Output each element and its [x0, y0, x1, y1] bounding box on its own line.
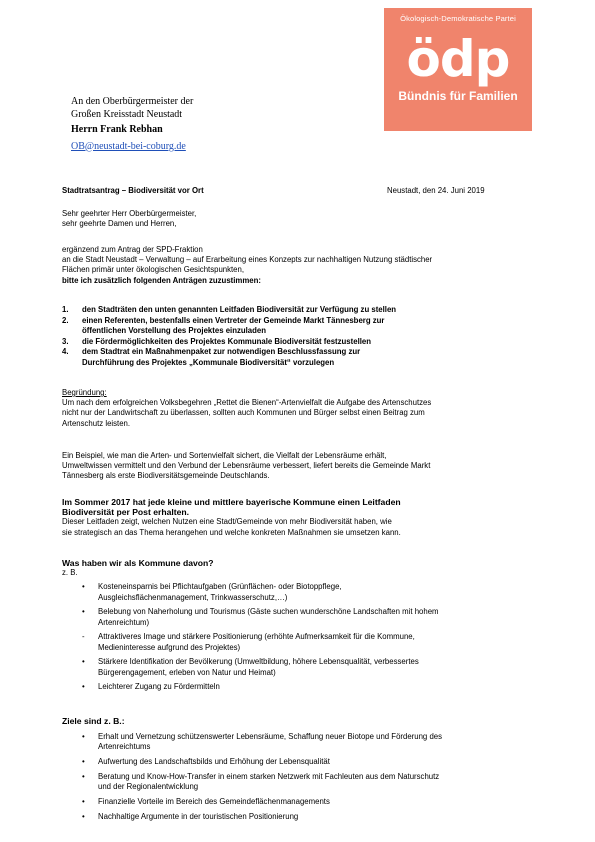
intro-line-4: bitte ich zusätzlich folgenden Anträgen zuzustimmen: — [62, 275, 261, 285]
benefit-item — [62, 632, 542, 652]
bullet: • — [82, 607, 85, 617]
place-date: Neustadt, den 24. Juni 2019 — [387, 186, 485, 195]
request-item — [62, 337, 532, 347]
benefit-text: Kosteneinsparnis bei Pflichtaufgaben (Grünflächen- oder Biotoppflege, — [98, 582, 342, 592]
subject-row — [62, 186, 532, 195]
benefit-text-continued: Medieninteresse aufgrund des Projektes) — [98, 642, 241, 652]
bullet: - — [82, 632, 85, 642]
benefits-zb: z. B. — [62, 568, 78, 578]
salutation-line-2: sehr geehrte Damen und Herren, — [62, 219, 177, 229]
bullet: • — [82, 657, 85, 667]
intro-line-2: an die Stadt Neustadt – Verwaltung – auf Erarbeitung eines Konzepts zur nachhaltigen Nutzung städtischer — [62, 255, 433, 265]
goal-text: Beratung und Know-How-Transfer in einem starken Netzwerk mit Fachleuten aus dem Naturschutz — [98, 772, 440, 781]
guide-bold-line-2: Biodiversität per Post erhalten. — [62, 507, 190, 518]
benefits-heading: Was haben wir als Kommune davon? — [62, 558, 214, 568]
request-item — [62, 347, 532, 367]
recipient-name: Herrn Frank Rebhan — [71, 124, 163, 135]
reason-section — [62, 388, 431, 429]
benefit-item — [62, 607, 542, 627]
benefit-text: Attraktiveres Image und stärkere Positionierung (erhöhte Aufmerksamkeit für die Kommune, — [98, 632, 415, 642]
goal-item — [62, 812, 542, 822]
logo-abbreviation: ödp — [406, 30, 510, 88]
oedp-logo — [384, 8, 532, 131]
request-text: einen Referenten, bestenfalls einen Vertreter der Gemeinde Markt Tännesberg zur — [82, 315, 385, 325]
intro-line-3: Flächen primär unter ökologischen Gesichtspunkten, — [62, 265, 245, 275]
reason-p1-line: Um nach dem erfolgreichen Volksbegehren „Rettet die Bienen“-Artenvielfalt die Aufgabe des Artenschutzes — [62, 398, 432, 408]
request-text: den Stadträten den unten genannten Leitfaden Biodiversität zur Verfügung zu stellen — [82, 305, 397, 314]
guide-bold-line-1: Im Sommer 2017 hat jede kleine und mittlere bayerische Kommune einen Leitfaden — [62, 497, 401, 507]
benefit-item — [62, 657, 542, 677]
benefits-section — [62, 558, 542, 697]
request-item — [62, 316, 532, 336]
benefit-text: Leichterer Zugang zu Fördermitteln — [98, 682, 220, 692]
guide-line-2: sie strategisch an das Thema herangehen und welche konkreten Maßnahmen sie umsetzen kann. — [62, 527, 401, 537]
recipient-address — [71, 96, 193, 153]
benefit-text-continued: Artenreichtum) — [98, 617, 150, 627]
goal-item — [62, 772, 542, 792]
guide-line-1: Dieser Leitfaden zeigt, welchen Nutzen eine Stadt/Gemeinde von mehr Biodiversität haben, wie — [62, 517, 392, 527]
goal-text-continued: und der Regionalentwicklung — [98, 782, 199, 792]
intro-line-1: ergänzend zum Antrag der SPD-Fraktion — [62, 245, 203, 254]
bullet: • — [82, 811, 85, 821]
subject-line: Stadtratsantrag – Biodiversität vor Ort — [62, 186, 204, 195]
logo-slogan: Bündnis für Familien — [398, 89, 518, 103]
salutation — [62, 209, 196, 229]
request-text-continued: Durchführung des Projektes „Kommunale Biodiversität“ vorzulegen — [82, 357, 335, 367]
bullet: • — [82, 797, 85, 806]
reason-p2-line: Ein Beispiel, wie man die Arten- und Sortenvielfalt sichert, die Vielfalt der Lebensräume erhält, — [62, 451, 387, 460]
bullet: • — [82, 757, 85, 767]
reason-p2-line: Umweltwissen vermittelt und den Verbund der Lebensräume verbessert, liefert bereits die Gemeinde Markt — [62, 461, 431, 471]
request-number: 4. — [62, 347, 69, 357]
bullet: • — [82, 582, 85, 592]
bullet: • — [82, 682, 85, 692]
reason-p1-line: Artenschutz leisten. — [62, 418, 131, 428]
benefit-item — [62, 682, 542, 692]
goal-item — [62, 797, 542, 807]
goal-text-continued: Artenreichtums — [98, 742, 151, 752]
goal-text: Erhalt und Vernetzung schützenswerter Lebensräume, Schaffung neuer Biotope und Förderung des — [98, 732, 443, 742]
reason-paragraph-2 — [62, 451, 430, 482]
goal-item — [62, 757, 542, 767]
address-line-2: Großen Kreisstadt Neustadt — [71, 108, 183, 120]
bullet: • — [82, 732, 85, 742]
benefit-text: Belebung von Naherholung und Tourismus (Gäste suchen wunderschöne Landschaften mit hohem — [98, 607, 439, 617]
recipient-email-link[interactable]: OB@neustadt-bei-coburg.de — [71, 140, 186, 152]
goal-item — [62, 732, 542, 752]
intro-paragraph — [62, 245, 432, 286]
request-number: 1. — [62, 305, 69, 314]
benefit-item — [62, 582, 542, 602]
reason-p2-line: Tännesberg als erste Biodiversitätsgemeinde Deutschlands. — [62, 471, 270, 481]
bullet: • — [82, 772, 85, 781]
benefit-text: Stärkere Identifikation der Bevölkerung (Umweltbildung, höhere Lebensqualität, verbessertes — [98, 657, 419, 667]
reason-p1-line: nicht nur der Landwirtschaft zu überlassen, sollten auch Kommunen und Bürger selbst einen Beitrag zum — [62, 408, 425, 418]
request-text: dem Stadtrat ein Maßnahmenpaket zur notwendigen Beschlussfassung zur — [82, 347, 361, 357]
request-item — [62, 305, 532, 315]
request-number: 3. — [62, 336, 69, 346]
benefit-text-continued: Bürgerengagement, erleben von Natur und Heimat) — [98, 667, 276, 677]
reason-heading: Begründung: — [62, 388, 107, 397]
benefit-text-continued: Ausgleichsflächenmanagement, Trinkwasserschutz,…) — [98, 592, 288, 602]
goals-section — [62, 716, 542, 827]
guide-section — [62, 497, 401, 538]
goals-heading: Ziele sind z. B.: — [62, 716, 125, 726]
goal-text: Nachhaltige Argumente in der touristischen Positionierung — [98, 811, 299, 821]
salutation-line-1: Sehr geehrter Herr Oberbürgermeister, — [62, 209, 197, 218]
request-number: 2. — [62, 315, 69, 325]
goal-text: Finanzielle Vorteile im Bereich des Gemeindeflächenmanagements — [98, 797, 330, 806]
request-text-continued: öffentlichen Vorstellung des Projektes einzuladen — [82, 325, 266, 335]
goal-text: Aufwertung des Landschaftsbilds und Erhöhung der Lebensqualität — [98, 757, 330, 767]
logo-party-name: Ökologisch-Demokratische Partei — [400, 14, 516, 23]
request-text: die Fördermöglichkeiten des Projektes Kommunale Biodiversität festzustellen — [82, 336, 371, 346]
address-line-1: An den Oberbürgermeister der — [71, 96, 194, 107]
requests-list — [62, 305, 532, 368]
